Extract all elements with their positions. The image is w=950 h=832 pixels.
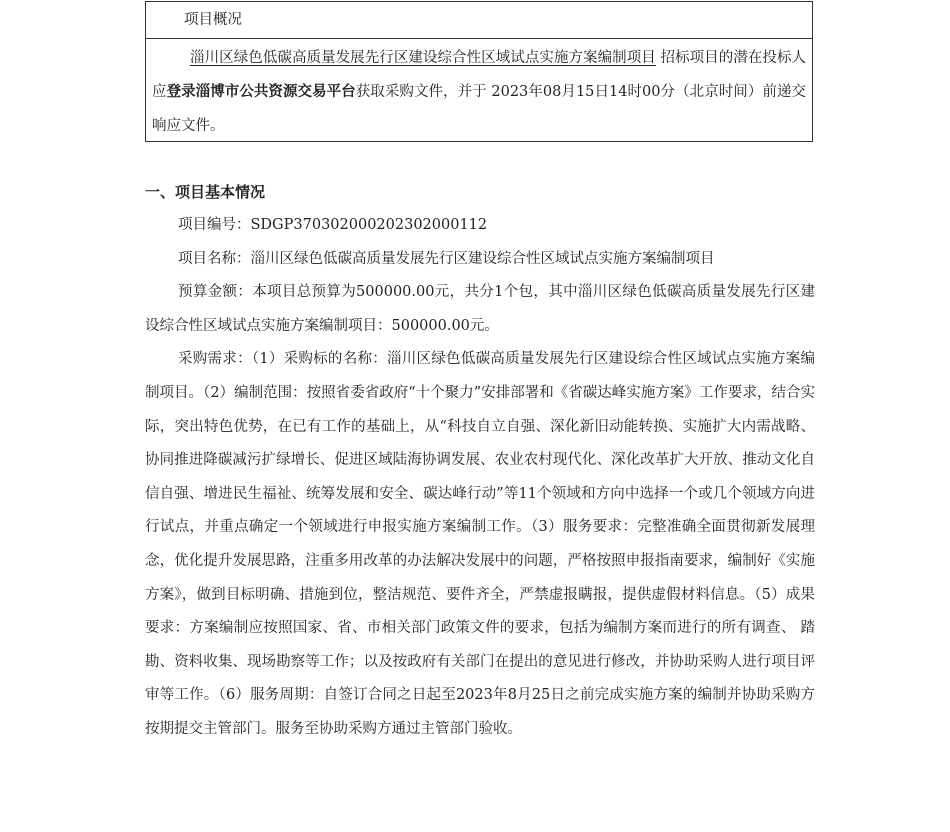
overview-text-b: 获取采购文件，并于 2023年08月15日14时00分（北京时间）前递交响应文件。 <box>152 84 807 134</box>
procurement-requirements: 采购需求：（1）采购标的名称：淄川区绿色低碳高质量发展先行区建设综合性区域试点实施方案编制项目。（2）编制范围：按照省委省政府“十个聚力”安排部署和《省碳达峰实施方案》工作要求，结合实际，突出特色优势，在已有工作的基础上，从“科技自立自强、深化新旧动能转换、实施扩大内需战略、协同推进降碳减污扩绿增长、促进区域陆海协调发展、农业农村现代化、深化改革扩大开放、推动文化自信自强、增进民生福祉、统筹发展和安全、碳达峰行动”等11个领域和方向中选择一个或几个领域方向进行试点，并重点确定一个领域进行申报实施方案编制工作。（3）服务要求：完整准确全面贯彻新发展理念，优化提升发展思路，注重多用改革的办法解决发展中的问题，严格按照申报指南要求，编制好《实施方案》，做到目标明确、措施到位，整洁规范、要件齐全，严禁虚报瞒报，提供虚假材料信息。（5）成果要求：方案编制应按照国家、省、市相关部门政策文件的要求，包括为编制方案而进行的所有调查、 踏勘、资料收集、现场勘察等工作；以及按政府有关部门在提出的意见进行修改，并协助采购人进行项目评审等工作。（6）服务周期：自签订合同之日起至2023年8月25日之前完成实施方案的编制并协助采购方按期提交主管部门。服务至协助采购方通过主管部门验收。 <box>145 351 815 737</box>
overview-box <box>145 1 813 142</box>
project-link[interactable]: 淄川区绿色低碳高质量发展先行区建设综合性区域试点实施方案编制项目 <box>190 50 656 66</box>
overview-header: 项目概况 <box>146 2 812 39</box>
project-name: 项目名称：淄川区绿色低碳高质量发展先行区建设综合性区域试点实施方案编制项目 <box>178 250 715 267</box>
project-number: 项目编号：SDGP370302000202302000112 <box>178 217 488 233</box>
budget-amount: 预算金额：本项目总预算为500000.00元，共分1个包，其中淄川区绿色低碳高质量发展先行区建设综合性区域试点实施方案编制项目：500000.00元。 <box>145 284 815 334</box>
section-title: 一、项目基本情况 <box>145 183 266 201</box>
platform-name: 登录淄博市公共资源交易平台 <box>166 83 356 100</box>
section-basic-info <box>145 175 815 747</box>
overview-text-a: 招标项目的潜在投标人应 <box>152 50 807 100</box>
overview-body <box>146 39 812 143</box>
